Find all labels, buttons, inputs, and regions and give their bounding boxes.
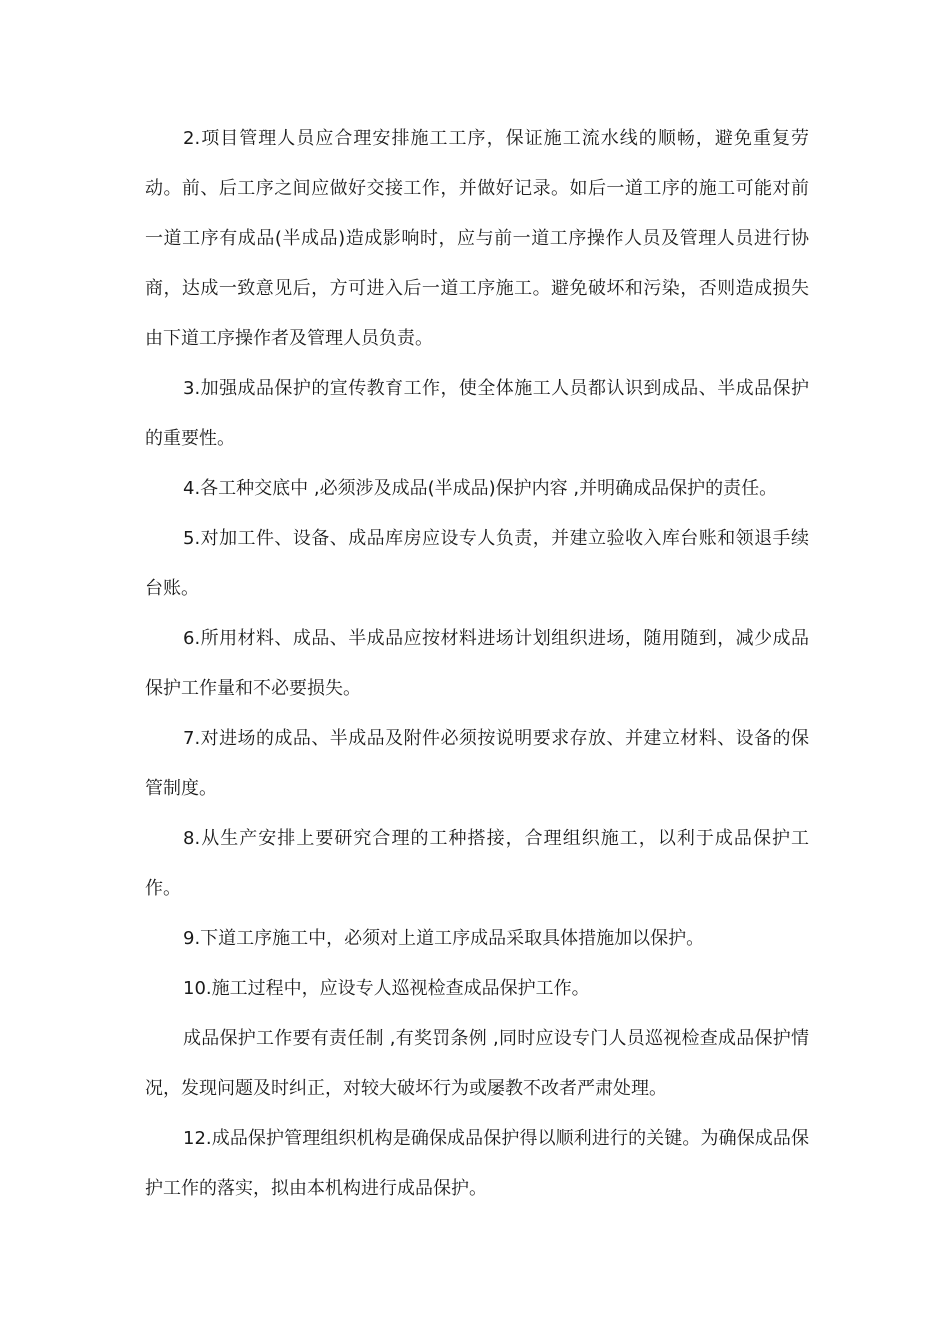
paragraph-item-8: 8.从生产安排上要研究合理的工种搭接，合理组织施工，以利于成品保护工作。	[145, 828, 809, 899]
paragraph-item-6: 6.所用材料、成品、半成品应按材料进场计划组织进场，随用随到，减少成品保护工作量和不必要损失。	[145, 628, 809, 699]
paragraph-item-5: 5.对加工件、设备、成品库房应设专人负责，并建立验收入库台账和领退手续台账。	[145, 528, 809, 599]
paragraph-item-9: 9.下道工序施工中，必须对上道工序成品采取具体措施加以保护。	[183, 928, 705, 949]
paragraph-item-2: 2.项目管理人员应合理安排施工工序，保证施工流水线的顺畅，避免重复劳动。前、后工序之间应做好交接工作，并做好记录。如后一道工序的施工可能对前一道工序有成品(半成品)造成影响时，应与前一道工序操作人员及管理人员进行协商，达成一致意见后，方可进入后一道工序施工。避免破坏和污染，否则造成损失由下道工序操作者及管理人员负责。	[145, 128, 809, 349]
paragraph-item-3: 3.加强成品保护的宣传教育工作，使全体施工人员都认识到成品、半成品保护的重要性。	[145, 378, 809, 449]
document-body	[145, 114, 809, 1214]
paragraph-item-7: 7.对进场的成品、半成品及附件必须按说明要求存放、并建立材料、设备的保管制度。	[145, 728, 809, 799]
paragraph-item-responsibility: 成品保护工作要有责任制 ,有奖罚条例 ,同时应设专门人员巡视检查成品保护情况，发现问题及时纠正，对较大破坏行为或屡教不改者严肃处理。	[145, 1028, 809, 1099]
paragraph-item-4: 4.各工种交底中 ,必须涉及成品(半成品)保护内容 ,并明确成品保护的责任。	[183, 478, 778, 499]
paragraph-item-10: 10.施工过程中，应设专人巡视检查成品保护工作。	[183, 978, 590, 999]
paragraph-item-12: 12.成品保护管理组织机构是确保成品保护得以顺利进行的关键。为确保成品保护工作的落实，拟由本机构进行成品保护。	[145, 1128, 809, 1199]
